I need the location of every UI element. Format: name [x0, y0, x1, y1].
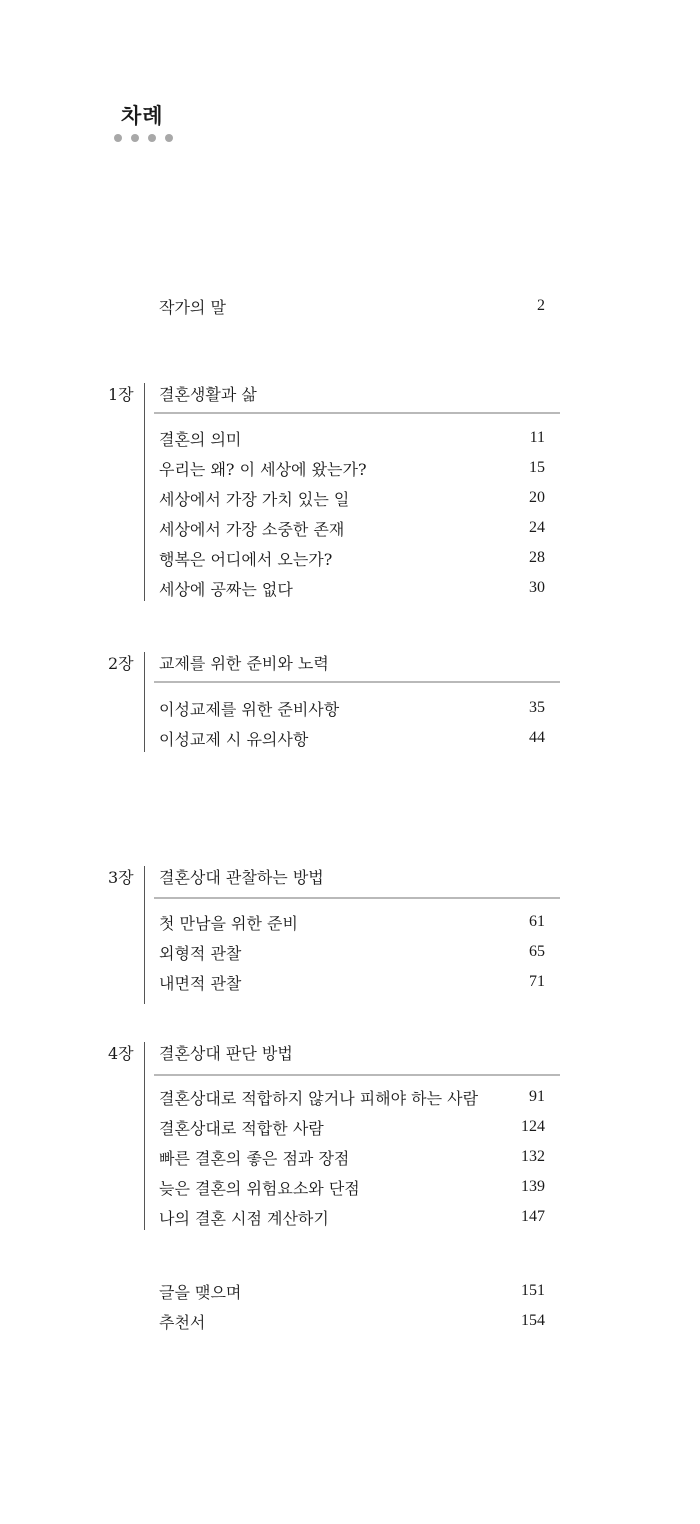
entry-label: 결혼의 의미 [159, 429, 242, 449]
chapter-title[interactable]: 결혼상대 판단 방법 [159, 1044, 293, 1063]
chapter-items [159, 1082, 545, 1232]
entry-page: 132 [521, 1148, 545, 1165]
entry-page: 151 [521, 1282, 545, 1299]
entry-label: 나의 결혼 시점 계산하기 [159, 1208, 329, 1228]
chapter-title[interactable]: 교제를 위한 준비와 노력 [159, 654, 329, 673]
entry-label: 세상에서 가장 가치 있는 일 [159, 489, 350, 509]
entry-label: 외형적 관찰 [159, 943, 242, 963]
toc-entry-preface[interactable] [159, 294, 545, 318]
entry-label: 늦은 결혼의 위험요소와 단점 [159, 1178, 360, 1198]
chapter-number: 4장 [108, 1044, 134, 1063]
toc-entry[interactable] [159, 453, 545, 483]
entry-page: 28 [529, 549, 545, 566]
toc-entry-closing[interactable] [159, 1279, 545, 1303]
chapter-rule [154, 897, 560, 899]
entry-page: 35 [529, 699, 545, 716]
entry-page: 124 [521, 1118, 545, 1135]
chapter-items [159, 423, 545, 603]
entry-label: 작가의 말 [159, 297, 226, 317]
toc-entry[interactable] [159, 1112, 545, 1142]
entry-label: 첫 만남을 위한 준비 [159, 913, 298, 933]
toc-entry[interactable] [159, 1172, 545, 1202]
title-dots-decoration [114, 134, 173, 142]
toc-entry[interactable] [159, 693, 545, 723]
toc-entry[interactable] [159, 1202, 545, 1232]
entry-page: 71 [529, 973, 545, 990]
toc-entry[interactable] [159, 483, 545, 513]
toc-entry[interactable] [159, 937, 545, 967]
chapter-divider [144, 652, 145, 752]
entry-label: 세상에서 가장 소중한 존재 [159, 519, 345, 539]
chapter-number: 3장 [108, 868, 134, 887]
chapter-items [159, 693, 545, 753]
entry-label: 이성교제 시 유의사항 [159, 729, 309, 749]
chapter-4 [108, 1042, 560, 1232]
page-title: 차례 [121, 104, 164, 128]
entry-page: 24 [529, 519, 545, 536]
entry-page: 91 [529, 1088, 545, 1105]
entry-label: 결혼상대로 적합하지 않거나 피해야 하는 사람 [159, 1088, 479, 1108]
chapter-2 [108, 652, 560, 754]
entry-label: 빠른 결혼의 좋은 점과 장점 [159, 1148, 350, 1168]
chapter-divider [144, 1042, 145, 1230]
entry-page: 44 [529, 729, 545, 746]
toc-entry[interactable] [159, 967, 545, 997]
chapter-number: 1장 [108, 385, 134, 404]
chapter-rule [154, 1074, 560, 1076]
entry-label: 세상에 공짜는 없다 [159, 579, 293, 599]
entry-label: 이성교제를 위한 준비사항 [159, 699, 340, 719]
toc-entry[interactable] [159, 1082, 545, 1112]
entry-label: 추천서 [159, 1312, 206, 1332]
toc-entry[interactable] [159, 513, 545, 543]
entry-label: 우리는 왜? 이 세상에 왔는가? [159, 459, 367, 479]
entry-page: 11 [529, 429, 545, 446]
chapter-title[interactable]: 결혼상대 관찰하는 방법 [159, 868, 324, 887]
entry-label: 내면적 관찰 [159, 973, 242, 993]
toc-entry[interactable] [159, 723, 545, 753]
toc-entry[interactable] [159, 543, 545, 573]
entry-page: 2 [537, 297, 545, 314]
entry-label: 행복은 어디에서 오는가? [159, 549, 333, 569]
entry-page: 61 [529, 913, 545, 930]
chapter-title[interactable]: 결혼생활과 삶 [159, 385, 257, 404]
toc-entry[interactable] [159, 907, 545, 937]
chapter-number: 2장 [108, 654, 134, 673]
toc-entry[interactable] [159, 423, 545, 453]
entry-label: 글을 맺으며 [159, 1282, 242, 1302]
entry-page: 139 [521, 1178, 545, 1195]
toc-entry[interactable] [159, 1142, 545, 1172]
entry-page: 154 [521, 1312, 545, 1329]
entry-page: 20 [529, 489, 545, 506]
entry-page: 30 [529, 579, 545, 596]
entry-page: 15 [529, 459, 545, 476]
dot [165, 134, 173, 142]
toc-entry-recommendation[interactable] [159, 1309, 545, 1333]
chapter-1 [108, 383, 560, 603]
entry-page: 65 [529, 943, 545, 960]
chapter-divider [144, 866, 145, 1004]
chapter-rule [154, 681, 560, 683]
entry-page: 147 [521, 1208, 545, 1225]
chapter-items [159, 907, 545, 997]
entry-label: 결혼상대로 적합한 사람 [159, 1118, 324, 1138]
toc-entry[interactable] [159, 573, 545, 603]
dot [131, 134, 139, 142]
chapter-divider [144, 383, 145, 601]
chapter-rule [154, 412, 560, 414]
dot [114, 134, 122, 142]
dot [148, 134, 156, 142]
chapter-3 [108, 866, 560, 1006]
